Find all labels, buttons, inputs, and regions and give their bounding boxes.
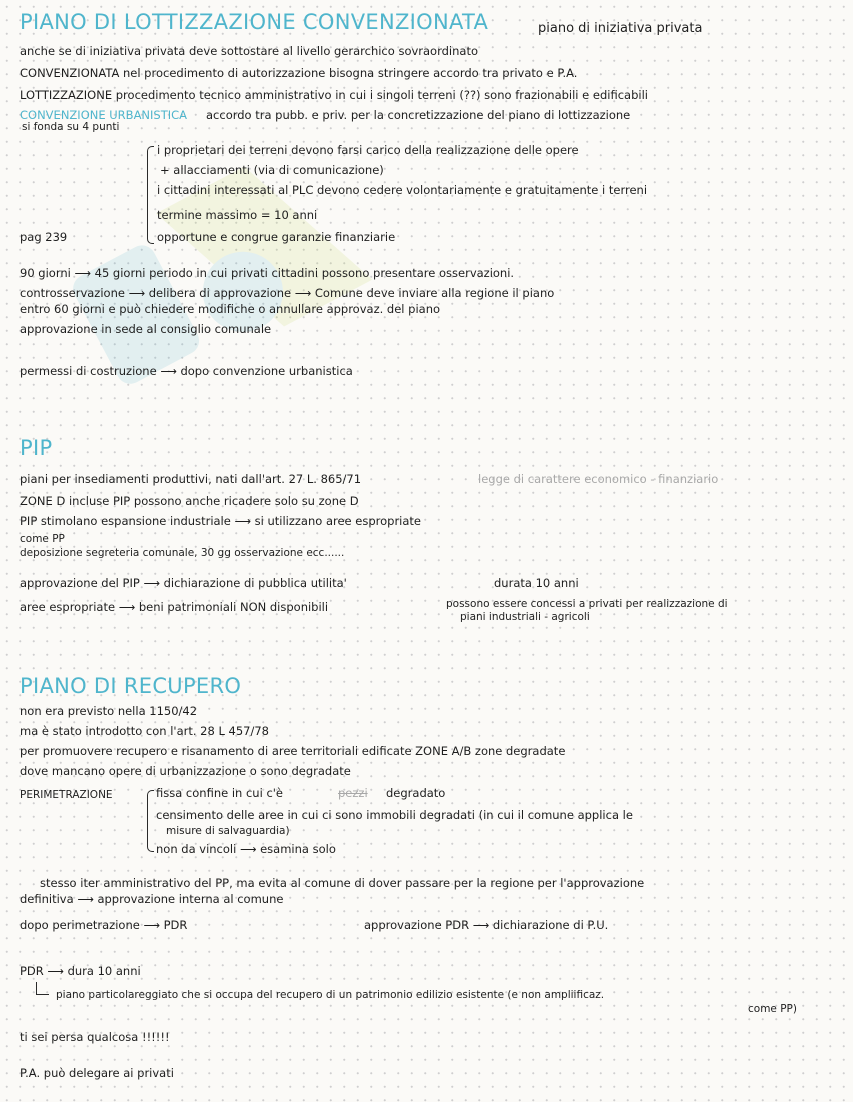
note-line: come PP xyxy=(20,533,65,545)
note-line: approvazione in sede al consiglio comunale xyxy=(20,322,272,336)
note-line: 90 giorni ⟶ 45 giorni periodo in cui privati cittadini possono presentare osservazioni. xyxy=(20,266,515,280)
bracket xyxy=(147,146,154,244)
note-line: PIP stimolano espansione industriale ⟶ si utilizzano aree espropriate xyxy=(20,514,422,528)
point-item: i cittadini interessati al PLC devono cedere volontariamente e gratuitamente i terreni xyxy=(157,183,648,197)
note-line: possono essere concessi a privati per realizzazione di xyxy=(446,598,728,610)
point-item: i proprietari dei terreni devono farsi carico della realizzazione delle opere xyxy=(157,143,579,157)
perim-item: degradato xyxy=(386,786,446,800)
note-line: definitiva ⟶ approvazione interna al comune xyxy=(20,892,284,906)
section-title-lottizzazione: PIANO DI LOTTIZZAZIONE CONVENZIONATA xyxy=(20,10,489,34)
point-item: + allacciamenti (via di comunicazione) xyxy=(160,163,384,177)
note-line: ZONE D incluse PIP possono anche ricadere solo su zone D xyxy=(20,494,359,508)
perimetrazione-label: PERIMETRAZIONE xyxy=(20,789,113,801)
note-line: per promuovere recupero e risanamento di aree territoriali edificate ZONE A/B zone degradate xyxy=(20,744,566,758)
note-line: ma è stato introdotto con l'art. 28 L 457/78 xyxy=(20,724,269,738)
section-title-recupero: PIANO DI RECUPERO xyxy=(20,674,242,698)
note-line: dove mancano opere di urbanizzazione o sono degradate xyxy=(20,764,351,778)
note-line: permessi di costruzione ⟶ dopo convenzione urbanistica xyxy=(20,364,353,378)
convenzione-label: CONVENZIONE URBANISTICA xyxy=(20,108,188,122)
note-line: approvazione PDR ⟶ dichiarazione di P.U. xyxy=(364,918,609,932)
page-ref: pag 239 xyxy=(20,230,68,244)
note-line: anche se di iniziativa privata deve sottostare al livello gerarchico sovraordinato xyxy=(20,44,478,58)
perim-item: censimento delle aree in cui ci sono immobili degradati (in cui il comune applica le xyxy=(156,808,633,822)
arrow-corner xyxy=(36,982,49,995)
note-line: accordo tra pubb. e priv. per la concretizzazione del piano di lottizzazione xyxy=(206,108,631,122)
note-line: non era previsto nella 1150/42 xyxy=(20,704,198,718)
note-line: deposizione segreteria comunale, 30 gg osservazione ecc...... xyxy=(20,547,345,559)
title-note: piano di iniziativa privata xyxy=(538,21,703,36)
note-line: P.A. può delegare ai privati xyxy=(20,1066,174,1080)
struck-word: pezzi xyxy=(338,786,368,800)
note-line: dopo perimetrazione ⟶ PDR xyxy=(20,918,188,932)
note-line: piani industriali - agricoli xyxy=(460,611,590,623)
note-line: CONVENZIONATA nel procedimento di autorizzazione bisogna stringere accordo tra privato e P.A. xyxy=(20,66,578,80)
perim-item: misure di salvaguardia) xyxy=(166,825,290,837)
note-line: si fonda su 4 punti xyxy=(22,121,120,133)
note-line: come PP) xyxy=(748,1003,797,1015)
bracket xyxy=(147,790,154,852)
note-line: stesso iter amministrativo del PP, ma evita al comune di dover passare per la regione per l'approvazione xyxy=(40,876,645,890)
point-item: termine massimo = 10 anni xyxy=(157,208,318,222)
section-title-pip: PIP xyxy=(20,436,53,460)
note-line: PDR ⟶ dura 10 anni xyxy=(20,964,141,978)
perim-item: non da vincoli ⟶ esamina solo xyxy=(156,842,336,856)
note-line: approvazione del PIP ⟶ dichiarazione di pubblica utilita' xyxy=(20,576,347,590)
point-item: opportune e congrue garanzie finanziarie xyxy=(157,230,396,244)
note-line: LOTTIZZAZIONE procedimento tecnico amministrativo in cui i singoli terreni (??) sono frazionabili e edificabili xyxy=(20,88,648,102)
note-line: durata 10 anni xyxy=(494,576,579,590)
note-line: piano particolareggiato che si occupa del recupero di un patrimonio edilizio esistente (e non ampliificaz. xyxy=(56,989,605,1001)
perim-item: fissa confine in cui c'è xyxy=(156,786,283,800)
note-line: aree espropriate ⟶ beni patrimoniali NON disponibili xyxy=(20,600,329,614)
note-line: ti sei persa qualcosa !!!!!! xyxy=(20,1030,170,1044)
note-line: entro 60 giorni e può chiedere modifiche o annullare approvaz. del piano xyxy=(20,302,441,316)
note-line: controsservazione ⟶ delibera di approvazione ⟶ Comune deve inviare alla regione il piano xyxy=(20,286,555,300)
grey-note: legge di carattere economico - finanziario xyxy=(478,472,719,486)
note-line: piani per insediamenti produttivi, nati dall'art. 27 L. 865/71 xyxy=(20,472,362,486)
